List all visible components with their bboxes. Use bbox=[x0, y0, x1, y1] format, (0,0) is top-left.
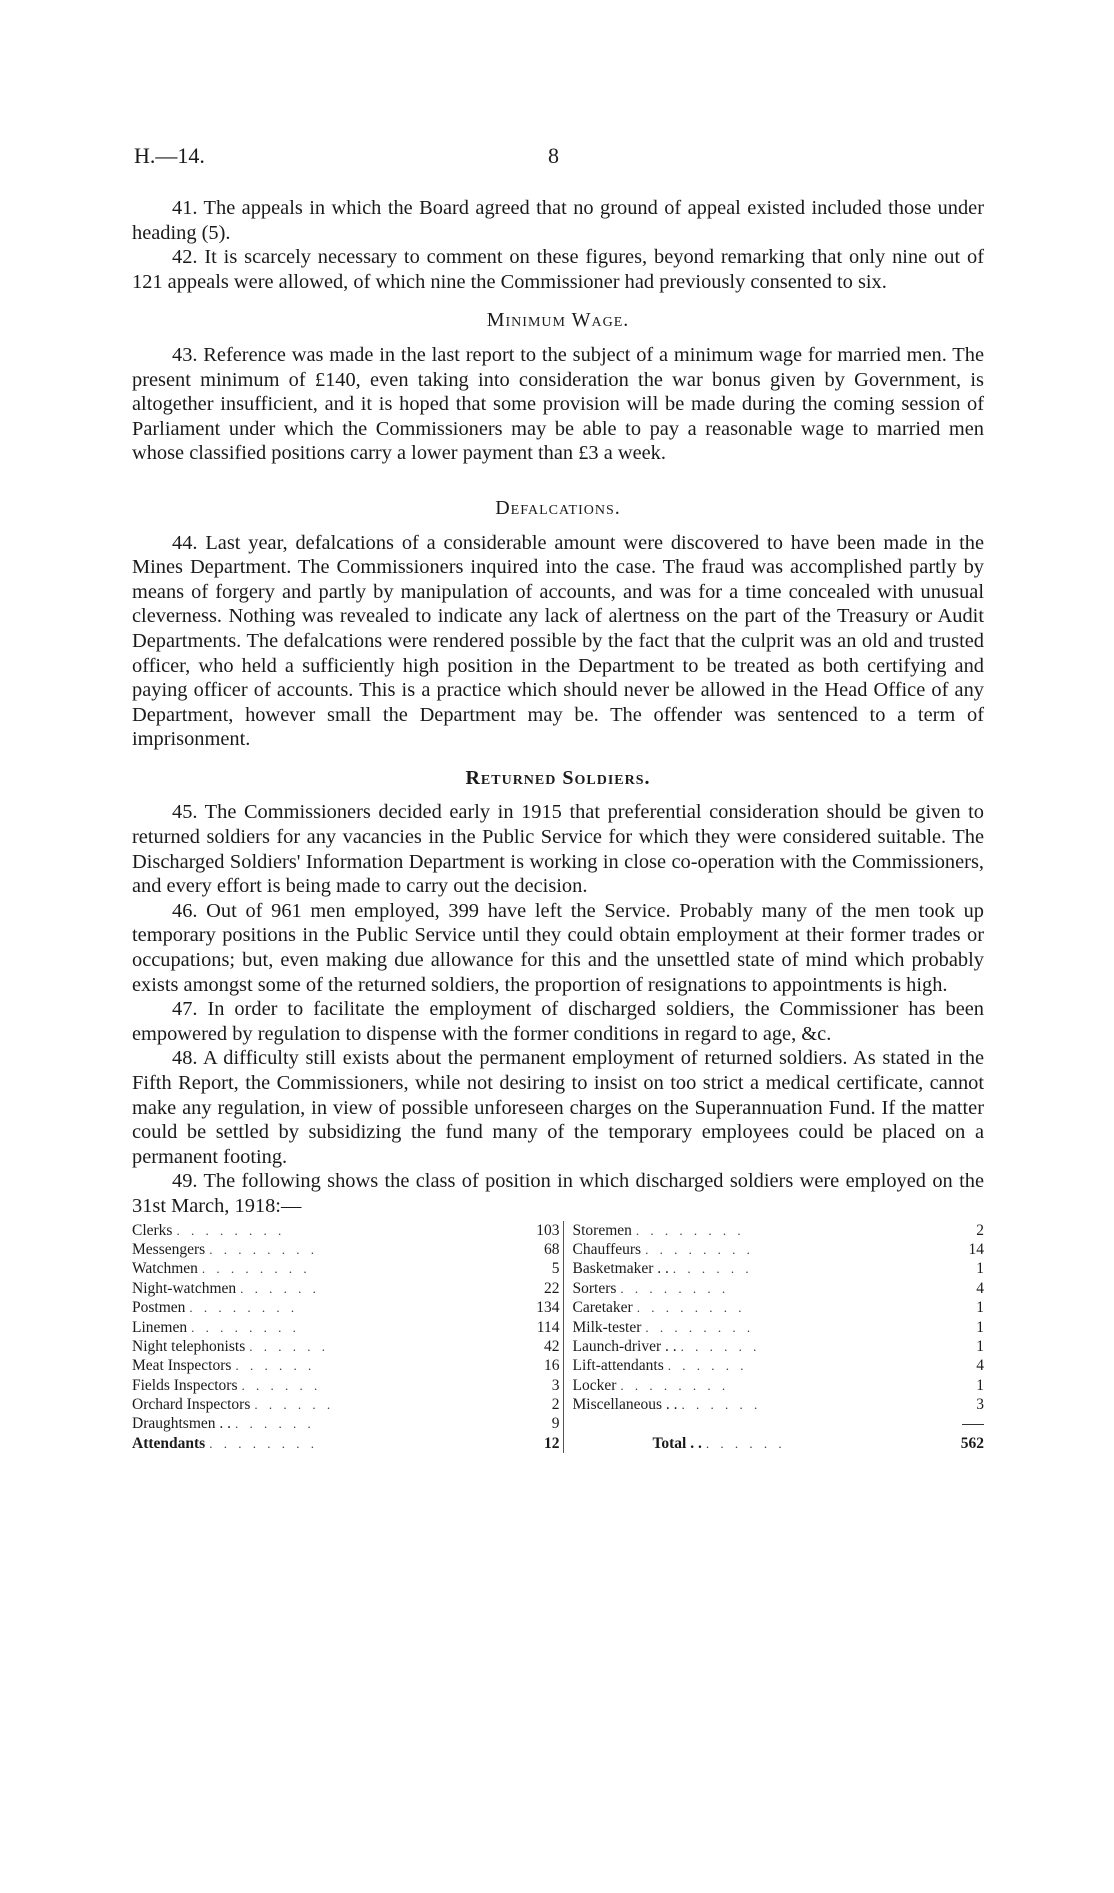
position-count: 22 bbox=[543, 1279, 560, 1297]
position-name: Attendants bbox=[132, 1434, 206, 1452]
position-count: 103 bbox=[536, 1221, 560, 1239]
table-row bbox=[132, 1279, 559, 1298]
table-total-row bbox=[572, 1434, 984, 1453]
position-name: Miscellaneous . . bbox=[572, 1396, 678, 1414]
paragraph-42: 42. It is scarcely necessary to comment on these figures, beyond remarking that only nine out of 121 appeals were allowed, of which nine the Commissioner had previously consented to six. bbox=[132, 246, 984, 293]
leader-dots: . . . . . . bbox=[680, 1338, 761, 1354]
table-row bbox=[572, 1376, 984, 1395]
leader-dots: . . . . . . . . bbox=[635, 1222, 745, 1238]
position-name: Milk-tester bbox=[572, 1318, 642, 1336]
leader-dots: . . . . . . . . bbox=[189, 1300, 299, 1316]
table-row bbox=[132, 1240, 559, 1259]
position-count: 114 bbox=[536, 1318, 560, 1336]
paragraph-45: 45. The Commissioners decided early in 1915 that preferential consideration should be given to returned soldiers for any vacancies in the Public Service for which they were considered suitable. The Discharged Soldiers' Information Department is working in close co-operation with the Commissioners, and every effort is being made to carry out the decision. bbox=[132, 801, 984, 898]
leader-dots: . . . . . . . . bbox=[176, 1222, 286, 1238]
position-count: 1 bbox=[976, 1376, 984, 1394]
position-name: Launch-driver . . bbox=[572, 1337, 677, 1355]
position-count: 42 bbox=[543, 1337, 560, 1355]
position-name: Caretaker bbox=[572, 1299, 633, 1317]
page-number: 8 bbox=[548, 143, 559, 168]
leader-dots: . . . . . . bbox=[240, 1280, 320, 1296]
table-row bbox=[132, 1221, 559, 1240]
table-row bbox=[132, 1298, 559, 1317]
total-value: 562 bbox=[960, 1434, 984, 1452]
leader-dots: . . . . . . . . bbox=[620, 1280, 730, 1296]
leader-dots: . . . . . . bbox=[672, 1261, 753, 1277]
paragraph-43: 43. Reference was made in the last report to the subject of a minimum wage for married men. The present minimum of £140, even taking into consideration the war bonus given by Government, is altogether insufficient, and it is hoped that some provision will be made during the coming session of Parliament under which the Commissioners may be able to pay a reasonable wage to married men whose classified positions carry a lower payment than £3 a week. bbox=[132, 343, 984, 465]
leader-dots: . . . . . . bbox=[254, 1397, 335, 1413]
position-name: Night-watchmen bbox=[132, 1279, 237, 1297]
position-count: 2 bbox=[976, 1221, 984, 1239]
table-row bbox=[132, 1259, 559, 1278]
positions-table-right-column bbox=[564, 1221, 984, 1454]
paragraph-41: 41. The appeals in which the Board agreed that no ground of appeal existed included those under heading (5). bbox=[132, 197, 984, 244]
table-row bbox=[572, 1221, 984, 1240]
positions-table-left-column bbox=[132, 1221, 564, 1454]
document-reference: H.—14. bbox=[134, 143, 205, 168]
table-row bbox=[572, 1279, 984, 1298]
position-count: 2 bbox=[551, 1396, 560, 1414]
position-count: 3 bbox=[551, 1376, 560, 1394]
leader-dots: . . . . . . bbox=[667, 1358, 748, 1374]
position-count: 4 bbox=[976, 1357, 984, 1375]
body-text bbox=[132, 196, 984, 1453]
table-row bbox=[132, 1395, 559, 1414]
leader-dots: . . . . . . . . bbox=[209, 1241, 318, 1257]
positions-table bbox=[132, 1221, 984, 1454]
leader-dots: . . . . . . . . bbox=[620, 1377, 730, 1393]
heading-returned-soldiers: Returned Soldiers. bbox=[465, 766, 651, 789]
position-name: Orchard Inspectors bbox=[132, 1396, 251, 1414]
leader-dots: . . . . . . . . bbox=[201, 1261, 311, 1277]
position-count: 12 bbox=[543, 1434, 560, 1452]
position-name: Storemen bbox=[572, 1221, 632, 1239]
position-count: 134 bbox=[536, 1299, 560, 1317]
position-count: 1 bbox=[976, 1260, 984, 1278]
leader-dots: . . . . . . bbox=[235, 1358, 316, 1374]
position-name: Messengers bbox=[132, 1240, 206, 1258]
position-name: Night telephonists bbox=[132, 1337, 246, 1355]
total-label: Total . . bbox=[652, 1434, 702, 1452]
table-row bbox=[132, 1356, 559, 1375]
table-row bbox=[132, 1434, 559, 1453]
leader-dots: . . . . . . bbox=[681, 1397, 762, 1413]
leader-dots: . . . . . . bbox=[249, 1338, 329, 1354]
position-name: Chauffeurs bbox=[572, 1240, 642, 1258]
paragraph-49: 49. The following shows the class of position in which discharged soldiers were employed on the 31st March, 1918:— bbox=[132, 1170, 984, 1217]
position-name: Watchmen bbox=[132, 1260, 198, 1278]
leader-dots: . . . . . . bbox=[705, 1435, 786, 1451]
position-count: 68 bbox=[543, 1240, 560, 1258]
leader-dots: . . . . . . . . bbox=[191, 1319, 300, 1335]
leader-dots: . . . . . . . . bbox=[636, 1300, 746, 1316]
table-row bbox=[572, 1395, 984, 1414]
position-count: 14 bbox=[968, 1240, 984, 1258]
table-row bbox=[132, 1376, 559, 1395]
table-row bbox=[132, 1414, 559, 1433]
position-name: Clerks bbox=[132, 1221, 173, 1239]
table-row bbox=[572, 1259, 984, 1278]
position-count: 3 bbox=[976, 1396, 984, 1414]
position-count: 16 bbox=[543, 1357, 560, 1375]
position-count: 4 bbox=[976, 1279, 984, 1297]
table-row bbox=[572, 1356, 984, 1375]
leader-dots: . . . . . . . . bbox=[645, 1319, 755, 1335]
position-count: 1 bbox=[976, 1299, 984, 1317]
heading-minimum-wage: Minimum Wage. bbox=[486, 309, 630, 332]
paragraph-48: 48. A difficulty still exists about the permanent employment of returned soldiers. As stated in the Fifth Report, the Commissioners, while not desiring to insist on too strict a medical certificate, cannot make any regulation, in view of possible unforeseen charges on the Superannuation Fund. If the matter could be settled by subsidizing the fund many of the temporary employees could be placed on a permanent footing. bbox=[132, 1047, 984, 1168]
leader-dots: . . . . . . bbox=[241, 1377, 322, 1393]
leader-dots: . . . . . . . . bbox=[645, 1241, 754, 1257]
table-row bbox=[572, 1337, 984, 1356]
position-name: Fields Inspectors bbox=[132, 1376, 238, 1394]
heading-defalcations: Defalcations. bbox=[495, 496, 621, 519]
leader-dots: . . . . . . . . bbox=[209, 1435, 318, 1451]
position-name: Meat Inspectors bbox=[132, 1357, 232, 1375]
position-count: 5 bbox=[551, 1260, 560, 1278]
position-count: 1 bbox=[976, 1337, 984, 1355]
position-name: Postmen bbox=[132, 1299, 186, 1317]
paragraph-46: 46. Out of 961 men employed, 399 have left the Service. Probably many of the men took up temporary positions in the Public Service until they could obtain employment at their former trades or occupations; but, even making due allowance for this and the unsettled state of mind which probably exists amongst some of the returned soldiers, the proportion of resignations to appointments is high. bbox=[132, 899, 984, 996]
position-count: 1 bbox=[976, 1318, 984, 1336]
position-name: Basketmaker . . bbox=[572, 1260, 669, 1278]
table-row bbox=[572, 1318, 984, 1337]
position-name: Draughtsmen . . bbox=[132, 1415, 232, 1433]
position-name: Linemen bbox=[132, 1318, 188, 1336]
paragraph-44: 44. Last year, defalcations of a considerable amount were discovered to have been made in the Mines Department. The Commissioners inquired into the case. The fraud was accomplished partly by means of forgery and partly by manipulation of accounts, and was for a time concealed with unusual cleverness. Nothing was revealed to indicate any lack of alertness on the part of the Treasury or Audit Departments. The defalcations were rendered possible by the fact that the culprit was an old and trusted officer, who held a sufficiently high position in the Department to be treated as both certifying and paying officer of accounts. This is a practice which should never be allowed in the Head Office of any Department, however small the Department may be. The offender was sentenced to a term of imprisonment. bbox=[132, 531, 984, 751]
position-count: 9 bbox=[551, 1415, 560, 1433]
paragraph-47: 47. In order to facilitate the employment of discharged soldiers, the Commissioner has been empowered by regulation to dispense with the former conditions in regard to age, &c. bbox=[132, 998, 984, 1045]
position-name: Sorters bbox=[572, 1279, 617, 1297]
table-row bbox=[572, 1240, 984, 1259]
leader-dots: . . . . . . bbox=[235, 1416, 315, 1432]
position-name: Lift-attendants bbox=[572, 1357, 664, 1375]
table-row bbox=[132, 1318, 559, 1337]
total-rule bbox=[572, 1414, 984, 1433]
table-row bbox=[572, 1298, 984, 1317]
position-name: Locker bbox=[572, 1376, 617, 1394]
table-row bbox=[132, 1337, 559, 1356]
